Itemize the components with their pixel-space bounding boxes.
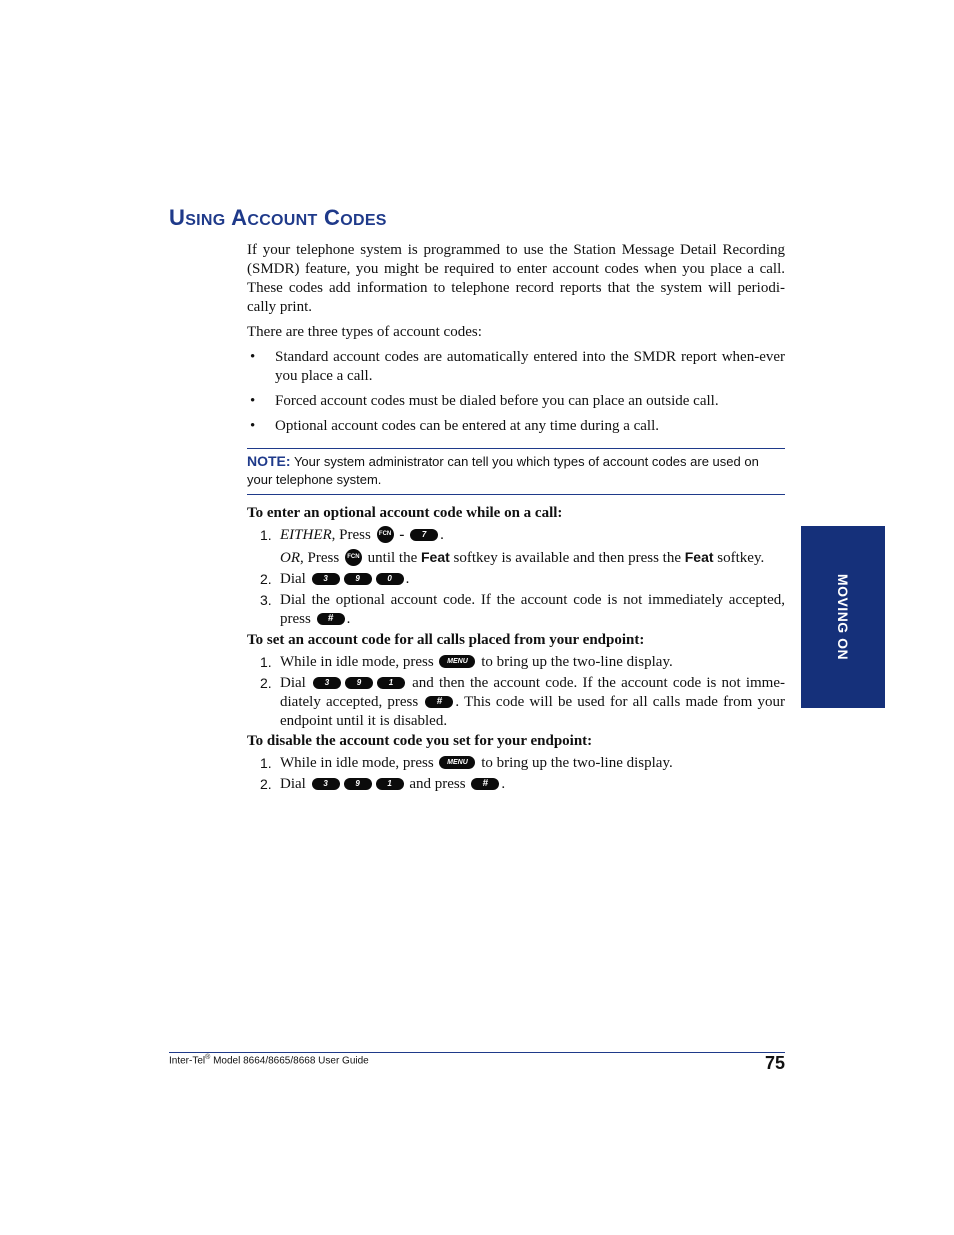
key-3-icon: 3 <box>312 573 340 585</box>
note-text: Your system administrator can tell you which types of account codes are used on your telephone system. <box>247 454 759 487</box>
fcn-key-icon: FCN <box>345 549 362 566</box>
section-heading-optional: To enter an optional account code while on a call: <box>247 505 563 521</box>
page-number: 75 <box>764 1053 785 1073</box>
step-2-optional: 2. Dial 3 9 0 . <box>260 571 410 587</box>
hash-key-icon: # <box>317 613 345 625</box>
list-item: • Forced account codes must be dialed before you can place an outside call. <box>250 393 719 409</box>
chapter-tab-label: MOVING ON <box>835 573 851 661</box>
key-3-icon: 3 <box>312 778 340 790</box>
key-1-icon: 1 <box>377 677 405 689</box>
key-3-icon: 3 <box>313 677 341 689</box>
list-item: • Standard account codes are automatically entered into the SMDR report when-ever you place a call. <box>250 349 785 384</box>
section-heading-set: To set an account code for all calls placed from your endpoint: <box>247 632 645 648</box>
list-item: • Optional account codes can be entered at any time during a call. <box>250 418 660 434</box>
intro-paragraph: If your telephone system is programmed to use the Station Message Detail Recording (SMDR) feature, you might be required to enter account codes when you place a call. These codes add information to telephone record reports that the system will periodi-cally print. <box>247 242 785 315</box>
footer-divider <box>169 1052 785 1053</box>
menu-key-icon: MENU <box>439 756 475 769</box>
page-title: USING ACCOUNT CODES <box>169 205 387 230</box>
key-1-icon: 1 <box>376 778 404 790</box>
hash-key-icon: # <box>425 696 453 708</box>
menu-key-icon: MENU <box>439 655 475 668</box>
key-7-icon: 7 <box>410 529 438 541</box>
fcn-key-icon: FCN <box>377 526 394 543</box>
account-types-list <box>247 348 785 442</box>
hash-key-icon: # <box>471 778 499 790</box>
key-0-icon: 0 <box>376 573 404 585</box>
chapter-side-tab[interactable] <box>801 526 885 708</box>
key-9-icon: 9 <box>344 573 372 585</box>
key-9-icon: 9 <box>345 677 373 689</box>
note-box <box>247 448 785 495</box>
step-2-set: 2. Dial 3 9 1 and then the account code. If the account code is not imme-diately accepted, press # . This code will be used for all calls made from your endpoint until it is disabled. <box>260 675 785 729</box>
step-1-disable: 1. While in idle mode, press MENU to bring up the two-line display. <box>260 755 673 771</box>
footer-guide-title: Inter-Tel® Model 8664/8665/8668 User Guide <box>169 1054 369 1067</box>
step-1-optional: 1. EITHER, Press FCN - 7 . OR, Press FCN until the Feat softkey is available and then press the Feat softkey. <box>260 527 765 566</box>
types-intro: There are three types of account codes: <box>247 324 482 340</box>
note-label: NOTE: <box>247 453 291 469</box>
section-heading-disable: To disable the account code you set for your endpoint: <box>247 733 593 749</box>
step-1-set: 1. While in idle mode, press MENU to bring up the two-line display. <box>260 654 673 670</box>
step-3-optional: 3. Dial the optional account code. If the account code is not immediately accepted, press # . <box>260 592 785 627</box>
key-9-icon: 9 <box>344 778 372 790</box>
step-2-disable: 2. Dial 3 9 1 and press # . <box>260 776 506 792</box>
